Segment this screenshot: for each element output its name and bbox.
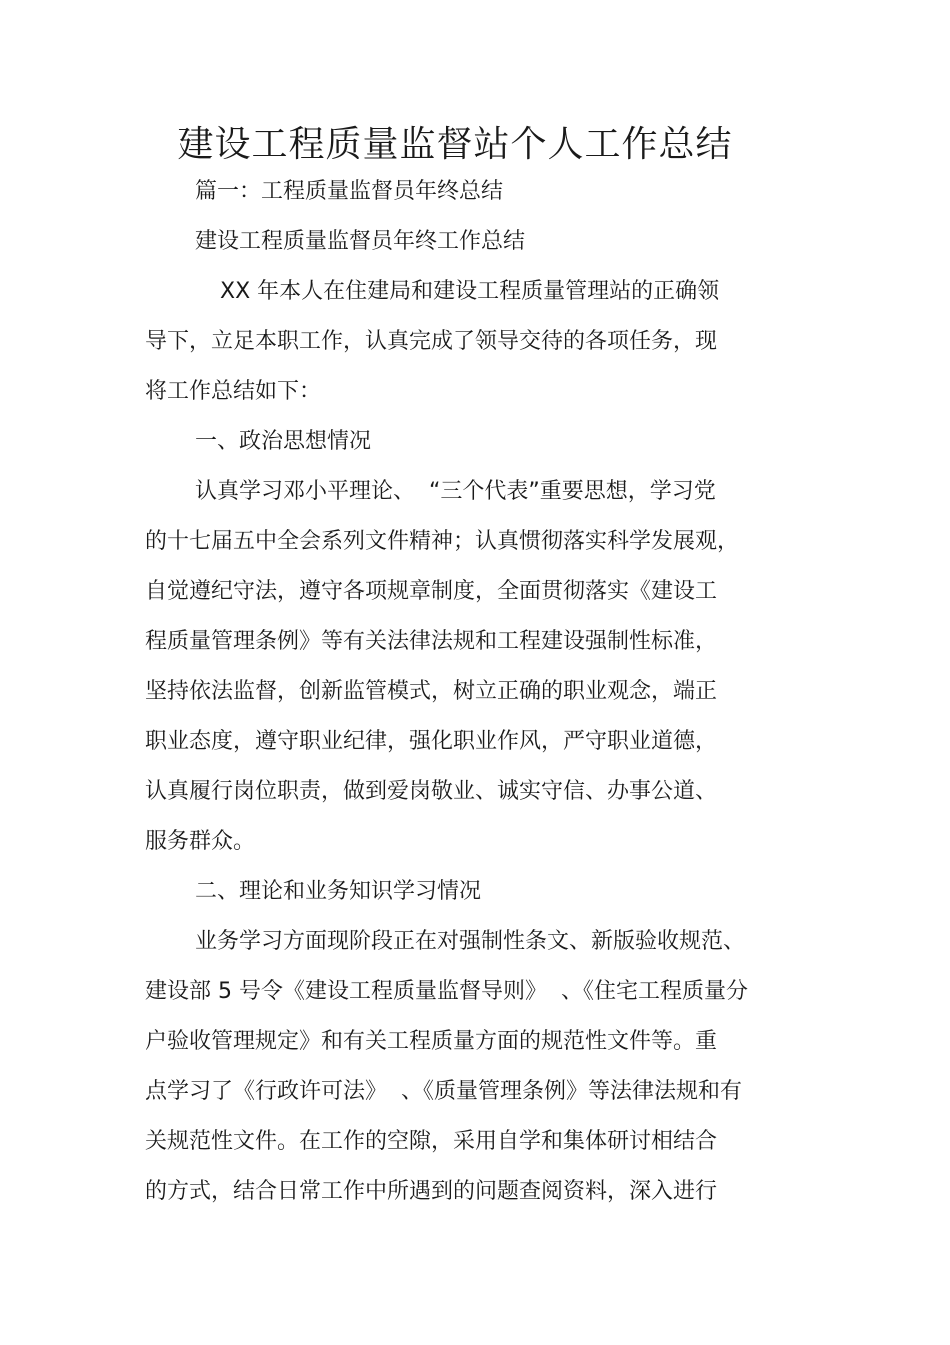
paragraph-line: 的十七届五中全会系列文件精神；认真惯彻落实科学发展观， (145, 529, 740, 554)
paragraph-line: 职业态度，遵守职业纪律，强化职业作风，严守职业道德， (145, 729, 718, 754)
paragraph-line: 关规范性文件。在工作的空隙，采用自学和集体研讨相结合 (145, 1129, 718, 1154)
paragraph-line: 点学习了《行政许可法》 、《质量管理条例》等法律法规和有 (145, 1079, 742, 1104)
section-heading: 一、政治思想情况 (195, 429, 372, 454)
section-heading: 二、理论和业务知识学习情况 (195, 879, 482, 904)
paragraph-line: 认真学习邓小平理论、 “三个代表”重要思想，学习党 (195, 479, 716, 504)
paragraph-line: 认真履行岗位职责，做到爱岗敬业、诚实守信、办事公道、 (145, 779, 718, 804)
paragraph-line: XX 年本人在住建局和建设工程质量管理站的正确领 (220, 279, 720, 304)
paragraph-line: 坚持依法监督，创新监管模式，树立正确的职业观念，端正 (145, 679, 718, 704)
paragraph-line: 建设部 5 号令《建设工程质量监督导则》 、《住宅工程质量分 (145, 979, 748, 1004)
paragraph-line: 业务学习方面现阶段正在对强制性条文、新版验收规范、 (195, 929, 746, 954)
paragraph-line: 户验收管理规定》和有关工程质量方面的规范性文件等。重 (145, 1029, 718, 1054)
subtitle: 建设工程质量监督员年终工作总结 (195, 229, 526, 254)
paragraph-line: 程质量管理条例》等有关法律法规和工程建设强制性标准， (145, 629, 718, 654)
paragraph-line: 服务群众。 (145, 829, 256, 854)
section-heading-1: 篇一：工程质量监督员年终总结 (195, 179, 504, 204)
paragraph-line: 导下，立足本职工作，认真完成了领导交待的各项任务，现 (145, 329, 718, 354)
paragraph-line: 自觉遵纪守法，遵守各项规章制度，全面贯彻落实《建设工 (145, 579, 718, 604)
paragraph-line: 将工作总结如下： (145, 379, 322, 404)
paragraph-line: 的方式，结合日常工作中所遇到的问题查阅资料，深入进行 (145, 1179, 718, 1204)
document-title: 建设工程质量监督站个人工作总结 (177, 124, 733, 165)
